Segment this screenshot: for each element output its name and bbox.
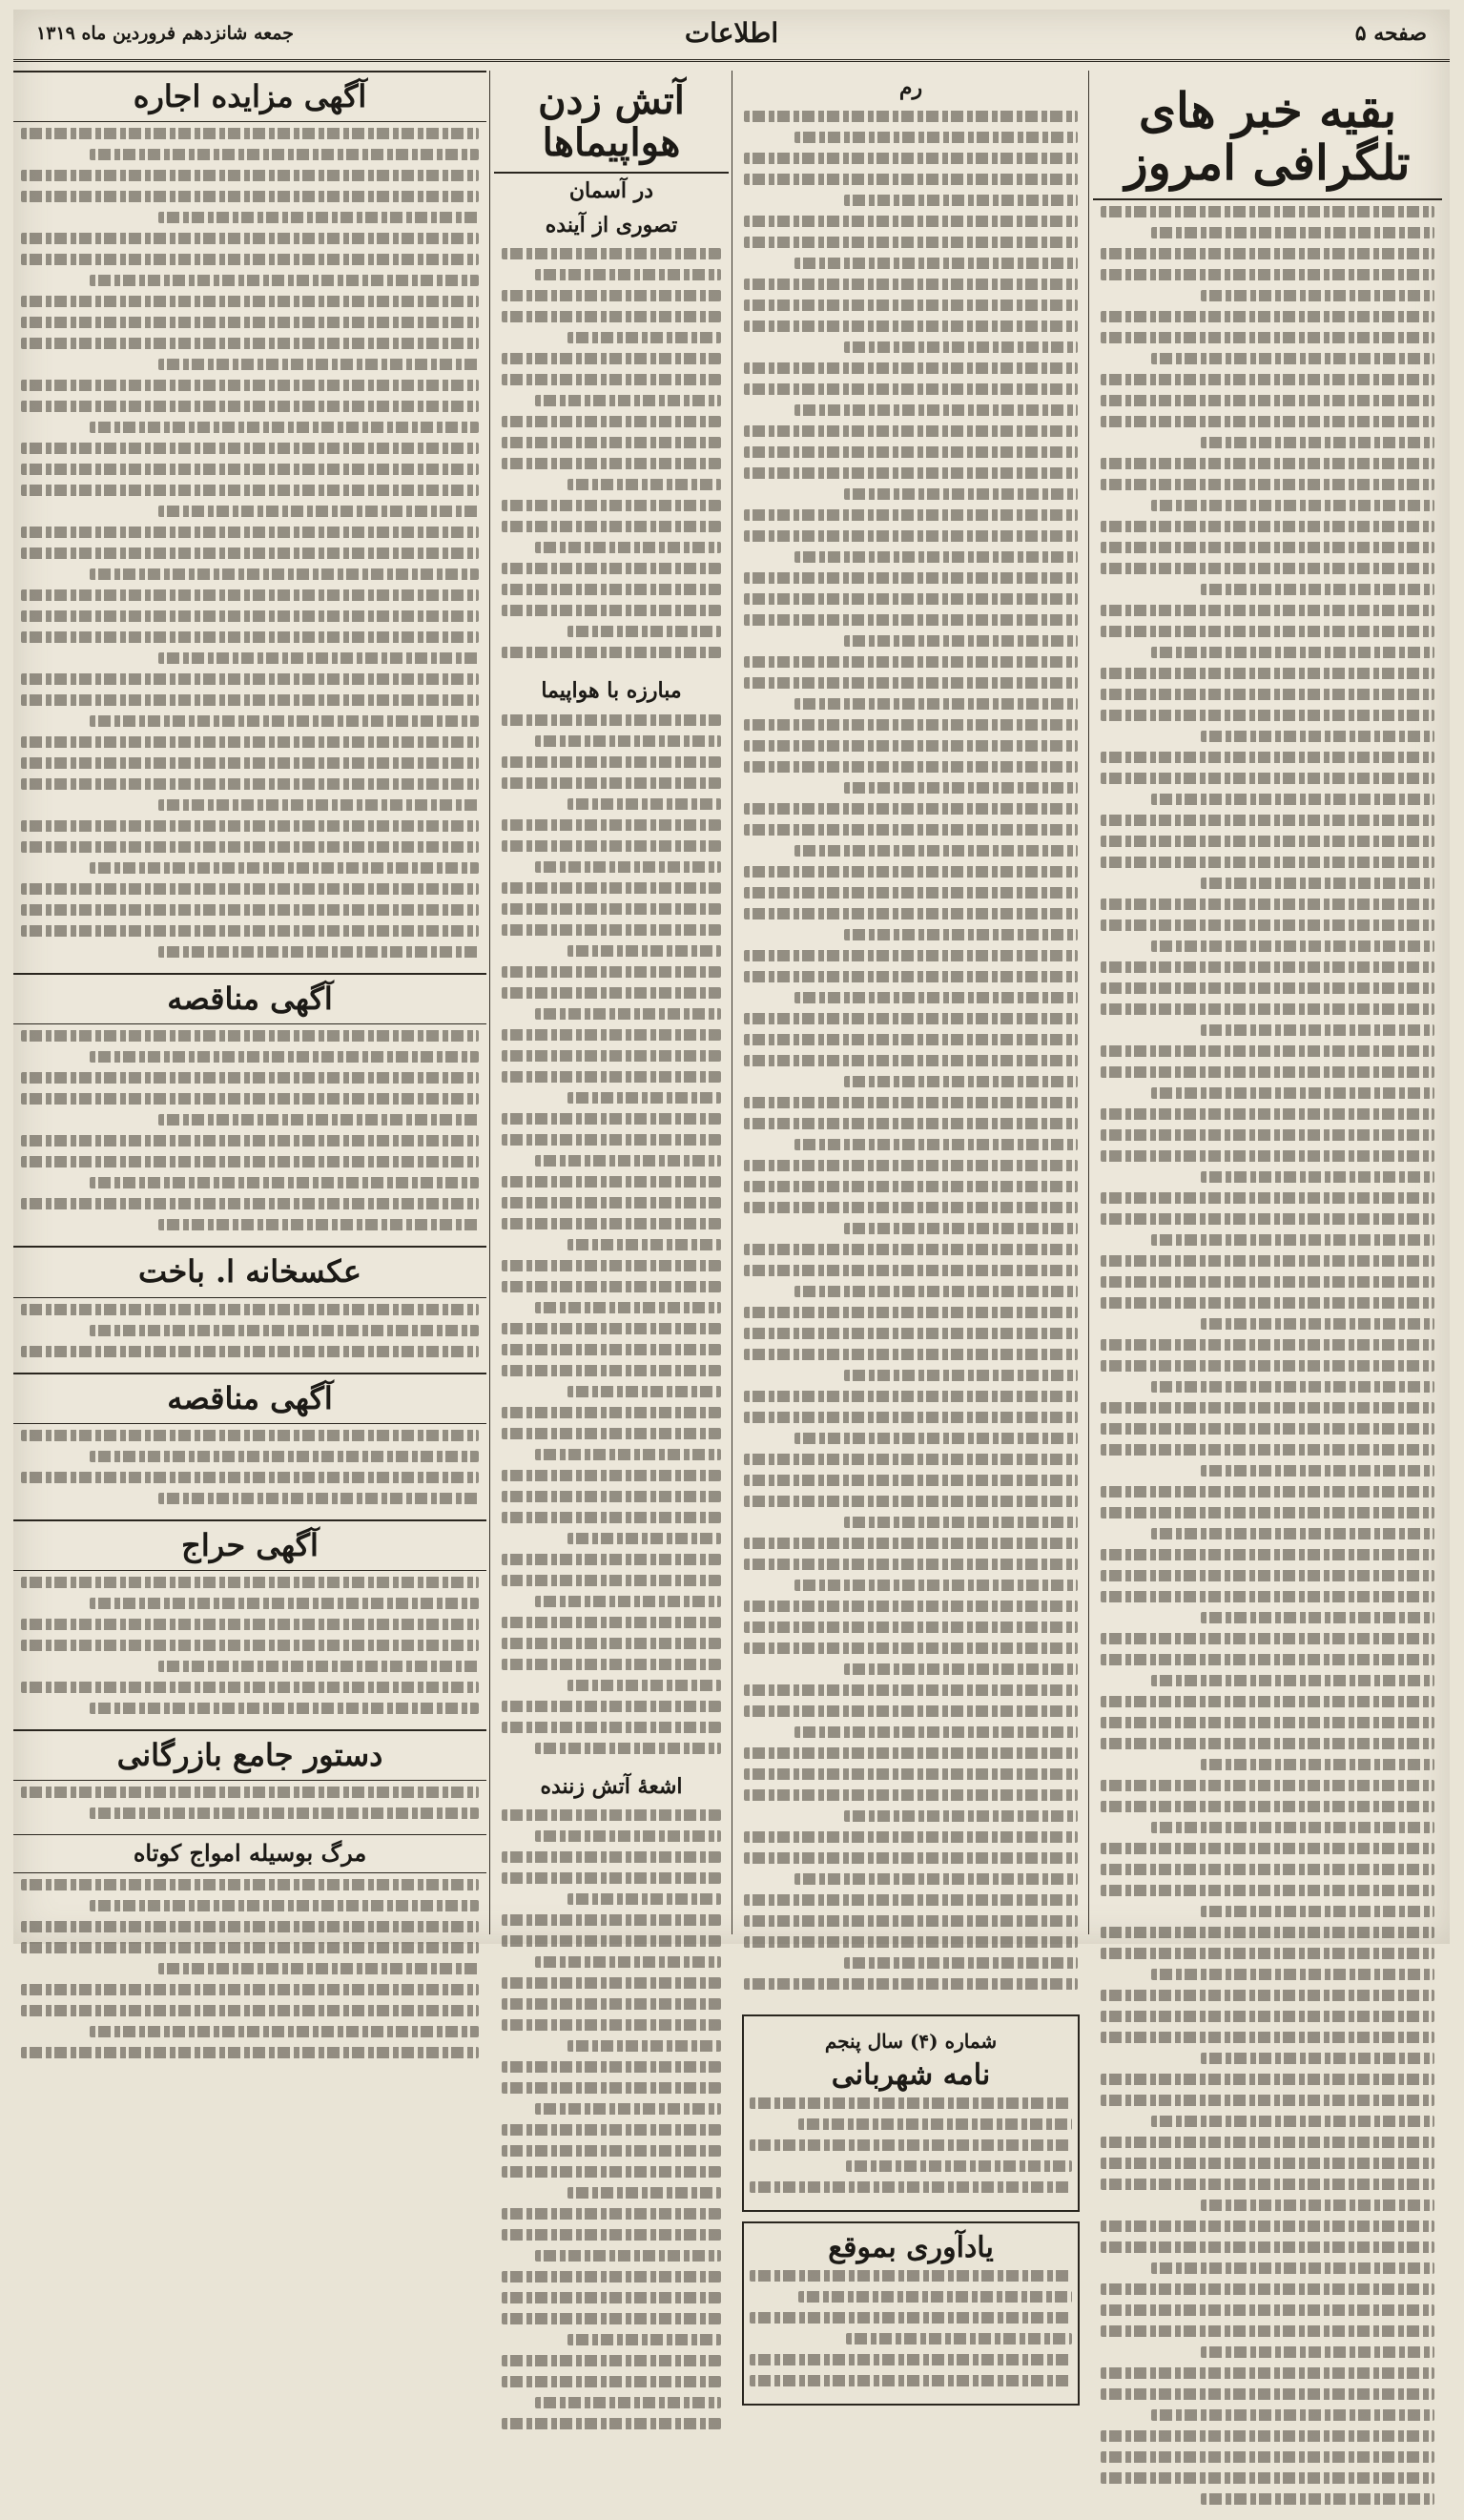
ad-body-placeholder — [13, 1424, 486, 1519]
ad-title-lease-auction: آگهی مزایده اجاره — [13, 71, 486, 122]
ad-body-placeholder — [13, 1298, 486, 1373]
ad-box-reminder — [742, 2221, 1080, 2406]
subhead-incendiary-ray: اشعهٔ آتش زننده — [540, 1773, 683, 1799]
subhead-fight-aircraft: مبارزه با هواپیما — [541, 678, 682, 704]
column-telegraph-news — [1093, 71, 1442, 1934]
date-line: جمعه شانزدهم فروردین ماه ۱۳۱۹ — [36, 23, 295, 44]
column-aircraft-feature — [494, 71, 729, 1934]
ad-body-placeholder — [13, 1781, 486, 1834]
article-body-placeholder — [494, 1804, 729, 2445]
page-number: صفحه ۵ — [1354, 21, 1427, 46]
ad-body-placeholder — [13, 122, 486, 973]
newspaper-page — [13, 10, 1450, 2265]
headline-telegraph-news: بقیه خبر های تلگرافی امروز — [1093, 71, 1442, 200]
article-body-placeholder — [1093, 200, 1442, 2520]
box-title: نامه شهربانی — [831, 2058, 991, 2093]
issue-line: شماره (۴) سال پنجم — [824, 2030, 998, 2054]
article-body-placeholder — [736, 105, 1085, 2005]
column-news-continued — [736, 71, 1085, 2265]
ad-body-placeholder — [13, 1024, 486, 1246]
masthead — [13, 10, 1450, 62]
article-body-placeholder — [494, 709, 729, 1769]
ad-title-public-sale: آگهی حراج — [13, 1519, 486, 1571]
box-title: یادآوری بموقع — [828, 2231, 994, 2265]
article-body-placeholder — [13, 1873, 486, 2074]
headline-aircraft: آتش زدن هواپیماها — [494, 71, 729, 174]
column-rule — [1088, 71, 1089, 1934]
ad-title-tender-1: آگهی مناقصه — [13, 973, 486, 1024]
article-body-placeholder — [494, 242, 729, 673]
ad-body-placeholder — [13, 1571, 486, 1729]
column-ads — [13, 71, 486, 1934]
ad-title-trade-manual: دستور جامع بازرگانی — [13, 1729, 486, 1781]
column-rule — [489, 71, 490, 1934]
section-label-rome: رم — [898, 75, 923, 100]
paper-name: اطلاعات — [684, 17, 779, 49]
ad-title-tender-2: آگهی مناقصه — [13, 1373, 486, 1424]
ad-title-photo-studio: عکسخانه ا. باخت — [13, 1246, 486, 1297]
article-title-short-waves: مرگ بوسیله امواج کوتاه — [13, 1834, 486, 1872]
ad-box-police-magazine — [742, 2014, 1080, 2212]
subhead-future: تصوری از آینده — [545, 213, 678, 238]
subhead-sky: در آسمان — [568, 178, 654, 203]
